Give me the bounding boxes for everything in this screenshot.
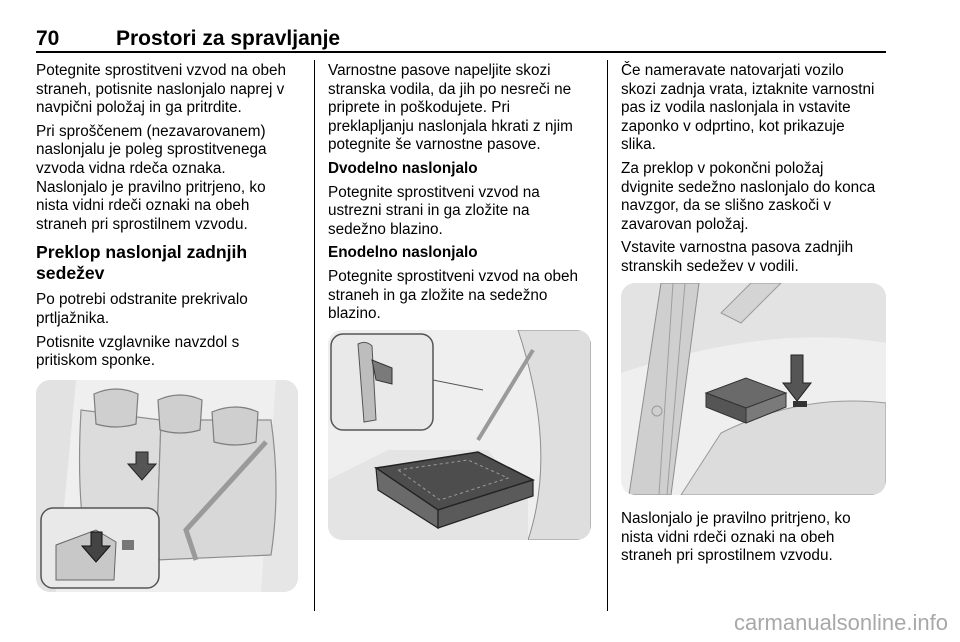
- column-divider-2: [607, 60, 608, 611]
- watermark-text: carmanualsonline.info: [733, 610, 948, 635]
- section-heading: Preklop naslonjal zadnjih sedežev: [36, 242, 248, 283]
- paragraph-headrests: Potisnite vzglavnike navzdol s pritiskom sponke.: [36, 333, 240, 370]
- paragraph-raise-backrest: Za preklop v pokončni položaj dvignite sedežno naslonjalo do konca navzgor, da se slišno zaskoči v zavarovan položaj.: [621, 159, 876, 233]
- folded-backrest-illustration: [328, 330, 591, 540]
- paragraph-release-lever: Potegnite sprostitveni vzvod na obeh straneh, potisnite naslonjalo naprej v navpični položaj in ga pritrdite.: [36, 62, 287, 117]
- paragraph-red-mark: Pri sproščenem (nezavarovanem) naslonjalu je poleg sprostitvenega vzvoda vidna rdeča oznaka. Naslonjalo je pravilno pritrjeno, ko nista vidni rdeči oznaki na obeh straneh pri sprostilnem vzvodu.: [36, 122, 267, 233]
- paragraph-belts-guides: Varnostne pasove napeljite skozi stranska vodila, da jih po nesreči ne priprete in poškodujete. Pri preklapljanju naslonjala hkrati z njim potegnite še varnostne pasove.: [328, 62, 573, 154]
- rear-seats-illustration: [36, 380, 298, 592]
- figure-rear-seats: [36, 380, 298, 592]
- subheading-split-backrest: Dvodelno naslonjalo: [328, 159, 478, 177]
- column-divider-1: [314, 60, 315, 611]
- subheading-single-backrest: Enodelno naslonjalo: [328, 244, 478, 262]
- paragraph-insert-belts: Vstavite varnostna pasova zadnjih stranskih sedežev v vodili.: [621, 239, 854, 275]
- figure-folded-backrest: [328, 330, 591, 540]
- paragraph-correctly-locked: Naslonjalo je pravilno pritrjeno, ko nista vidni rdeči oznaki na obeh straneh pri sprostilnem vzvodu.: [621, 510, 851, 565]
- column-2: [328, 62, 596, 329]
- page-title: Prostori za spravljanje: [116, 27, 341, 50]
- column-3: [621, 62, 893, 282]
- page-number: 70: [36, 27, 60, 50]
- figure-belt-buckle: [621, 283, 886, 495]
- column-3-bottom: [621, 510, 893, 571]
- belt-buckle-illustration: [621, 283, 886, 495]
- paragraph-remove-cover: Po potrebi odstranite prekrivalo prtljažnika.: [36, 291, 248, 327]
- paragraph-split-backrest: Potegnite sprostitveni vzvod na ustrezni strani in ga zložite na sedežno blazino.: [328, 183, 540, 238]
- header-rule: [36, 51, 886, 53]
- paragraph-loading: Če nameravate natovarjati vozilo skozi zadnja vrata, iztaknite varnostni pas iz vodila naslonjala in vstavite zaponko v odprtino, kot prikazuje slika.: [621, 62, 875, 154]
- paragraph-single-backrest: Potegnite sprostitveni vzvod na obeh straneh in ga zložite na sedežno blazino.: [328, 267, 579, 323]
- column-1: [36, 62, 302, 376]
